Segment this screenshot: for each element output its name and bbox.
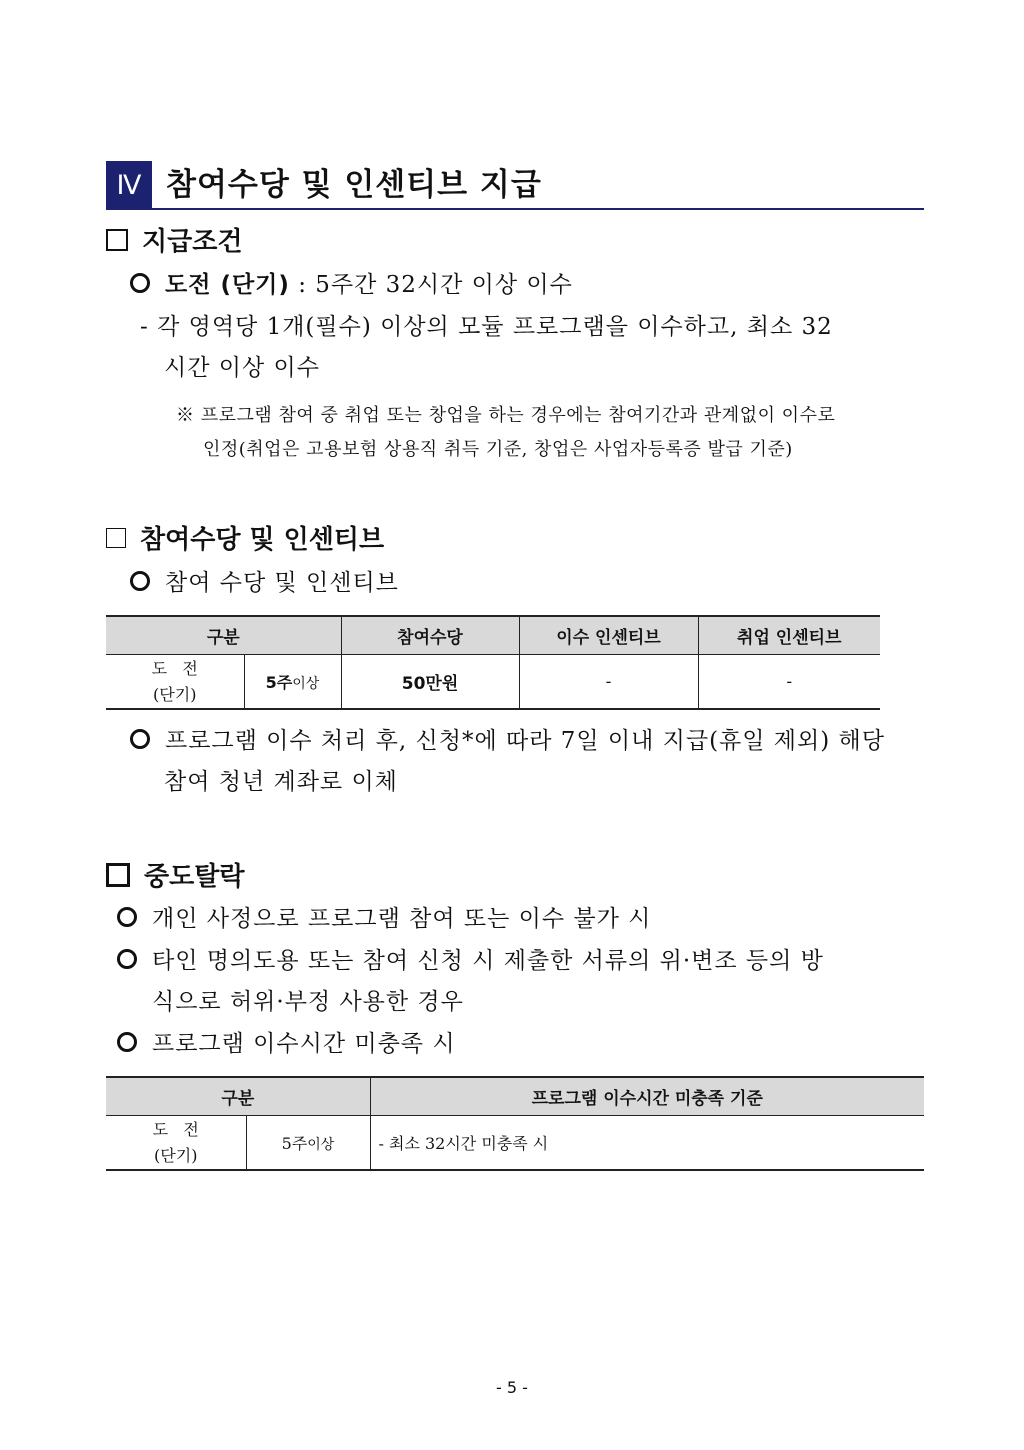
dropout-bullet-2	[117, 946, 824, 976]
square-bullet-icon	[106, 229, 128, 251]
note-line2: 인정(취업은 고용보험 상용직 취득 기준, 창업은 사업자등록증 발급 기준)	[203, 439, 793, 460]
type-line1: 도 전	[151, 658, 198, 678]
duration-number: 5주	[281, 1134, 308, 1153]
bullet-text: : 5주간 32시간 이상 이수	[289, 272, 573, 298]
type-line1: 도 전	[152, 1119, 199, 1139]
cell-duration	[246, 1116, 370, 1171]
dropout-bullet-3	[117, 1029, 456, 1059]
table-header-row	[106, 1077, 924, 1116]
table-header-row	[106, 616, 880, 655]
square-bullet-icon	[106, 863, 130, 887]
dropout-criteria-table	[106, 1076, 924, 1171]
header-allowance: 참여수당	[341, 616, 519, 655]
circle-bullet-icon	[130, 729, 150, 749]
bullet-text: 개인 사정으로 프로그램 참여 또는 이수 불가 시	[152, 906, 652, 932]
chapter-number-badge: Ⅳ	[106, 161, 152, 209]
header-employment-incentive: 취업 인센티브	[698, 616, 880, 655]
bullet-payment-process	[130, 726, 885, 756]
section-heading-payment-conditions	[106, 224, 242, 260]
dropout-bullet-1	[117, 904, 651, 934]
section-heading-text: 참여수당 및 인센티브	[140, 525, 385, 555]
bullet-text: 참여 수당 및 인센티브	[165, 570, 399, 596]
square-bullet-icon	[106, 528, 126, 548]
cell-employment-incentive: -	[698, 655, 880, 710]
page-number: - 5 -	[496, 1378, 528, 1397]
allowance-table	[106, 615, 880, 710]
chapter-title: 참여수당 및 인센티브 지급	[166, 167, 542, 203]
cell-completion-incentive: -	[519, 655, 698, 710]
circle-bullet-icon	[130, 273, 150, 293]
duration-suffix: 이상	[292, 676, 320, 692]
circle-bullet-icon	[117, 907, 137, 927]
bullet-challenge-short	[130, 270, 573, 300]
dash-item-line1: - 각 영역당 1개(필수) 이상의 모듈 프로그램을 이수하고, 최소 32	[140, 314, 833, 340]
cell-duration	[244, 655, 341, 710]
cell-criteria: - 최소 32시간 미충족 시	[370, 1116, 924, 1171]
chapter-underline	[106, 208, 924, 210]
bullet-bold-label: 도전 (단기)	[165, 272, 290, 298]
circle-bullet-icon	[117, 949, 137, 969]
duration-suffix: 이상	[307, 1137, 335, 1153]
table-row	[106, 1116, 924, 1171]
table-row	[106, 655, 880, 710]
section-heading-text: 지급조건	[142, 227, 243, 257]
cell-type	[106, 655, 244, 710]
bullet-text: 프로그램 이수 처리 후, 신청*에 따라 7일 이내 지급(휴일 제외) 해당	[165, 728, 885, 754]
bullet-text: 프로그램 이수시간 미충족 시	[152, 1031, 456, 1057]
header-completion-incentive: 이수 인센티브	[519, 616, 698, 655]
bullet-text: 타인 명의도용 또는 참여 신청 시 제출한 서류의 위·변조 등의 방	[152, 948, 824, 974]
dropout-bullet-2-cont: 식으로 허위·부정 사용한 경우	[152, 989, 464, 1015]
circle-bullet-icon	[117, 1032, 137, 1052]
section-heading-text: 중도탈락	[144, 862, 245, 892]
section-heading-dropout	[106, 859, 244, 895]
duration-number: 5주	[265, 673, 293, 692]
cell-allowance: 50만원	[341, 655, 519, 710]
type-line2: (단기)	[154, 1145, 198, 1165]
circle-bullet-icon	[130, 571, 150, 591]
bullet-allowance	[130, 568, 399, 598]
header-criteria: 프로그램 이수시간 미충족 기준	[370, 1077, 924, 1116]
header-category: 구분	[106, 616, 341, 655]
cell-type	[106, 1116, 246, 1171]
type-line2: (단기)	[153, 684, 197, 704]
header-category: 구분	[106, 1077, 370, 1116]
dash-item-line2: 시간 이상 이수	[164, 355, 320, 381]
section-heading-allowance	[106, 522, 384, 558]
bullet-payment-process-cont: 참여 청년 계좌로 이체	[164, 769, 398, 795]
note-line1: ※ 프로그램 참여 중 취업 또는 창업을 하는 경우에는 참여기간과 관계없이 이수로	[176, 405, 836, 426]
